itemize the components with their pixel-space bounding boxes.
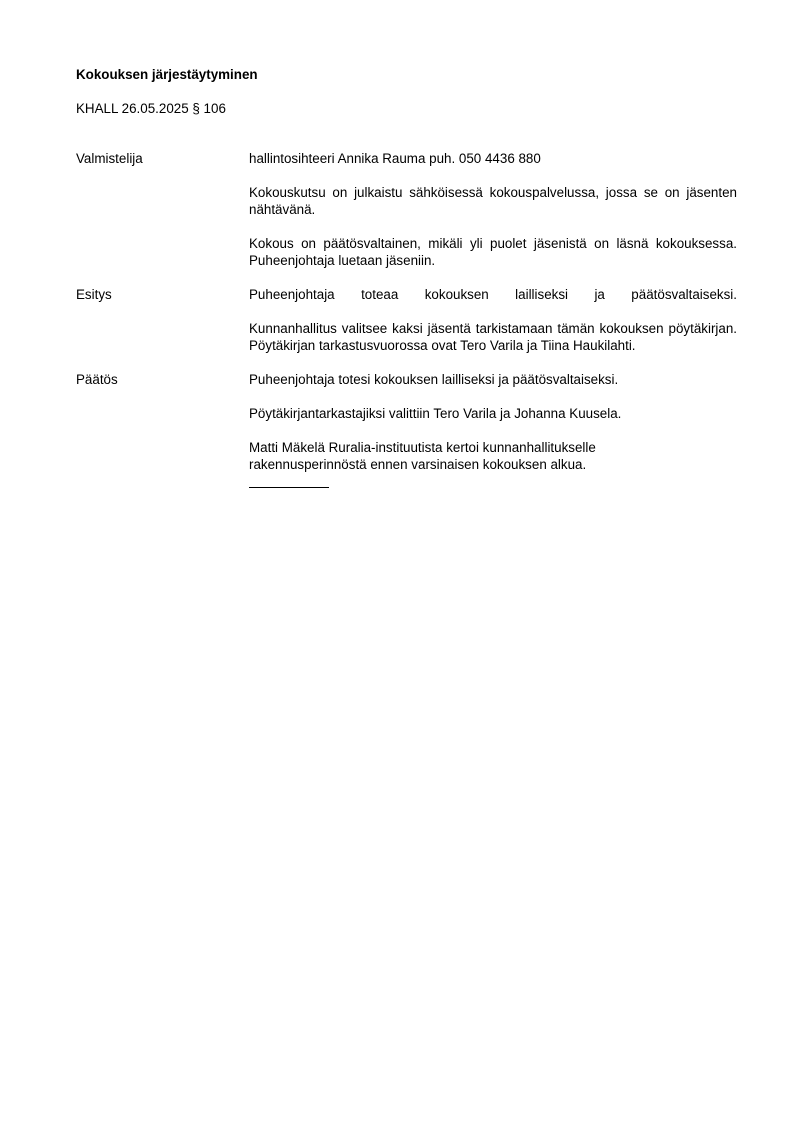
- section-body: [249, 371, 737, 488]
- section-paatos: [76, 371, 737, 488]
- section-valmistelija: [76, 150, 737, 269]
- end-rule: [249, 487, 329, 488]
- preparer-contact: hallintosihteeri Annika Rauma puh. 050 4436 880: [249, 151, 541, 166]
- paragraph-line: rakennusperinnöstä ennen varsinaisen kokouksen alkua.: [249, 457, 587, 472]
- section-label: Esitys: [76, 287, 112, 302]
- section-esitys: [76, 286, 737, 354]
- section-body: [249, 286, 737, 354]
- paragraph: Pöytäkirjantarkastajiksi valittiin Tero Varila ja Johanna Kuusela.: [249, 406, 622, 421]
- meeting-reference: KHALL 26.05.2025 § 106: [76, 101, 226, 116]
- section-body: [249, 150, 737, 269]
- paragraph: Kokous on päätösvaltainen, mikäli yli puolet jäsenistä on läsnä kokouksessa. Puheenjohtaja luetaan jäseniin.: [249, 236, 737, 268]
- paragraph: Puheenjohtaja toteaa kokouksen lailliseksi ja päätösvaltaiseksi.: [249, 287, 737, 302]
- document-page: [76, 66, 737, 488]
- document-title: Kokouksen järjestäytyminen: [76, 67, 258, 82]
- paragraph-line: Matti Mäkelä Ruralia-instituutista kertoi kunnanhallitukselle: [249, 440, 596, 455]
- paragraph: Kokouskutsu on julkaistu sähköisessä kokouspalvelussa, jossa se on jäsenten nähtävänä.: [249, 185, 737, 217]
- paragraph: Puheenjohtaja totesi kokouksen lailliseksi ja päätösvaltaiseksi.: [249, 372, 619, 387]
- section-label: Valmistelija: [76, 151, 143, 166]
- section-label: Päätös: [76, 372, 118, 387]
- paragraph: Kunnanhallitus valitsee kaksi jäsentä tarkistamaan tämän kokouksen pöytäkirjan. Pöytäkirjan tarkastusvuorossa ovat Tero Varila ja Tiina Haukilahti.: [249, 321, 737, 353]
